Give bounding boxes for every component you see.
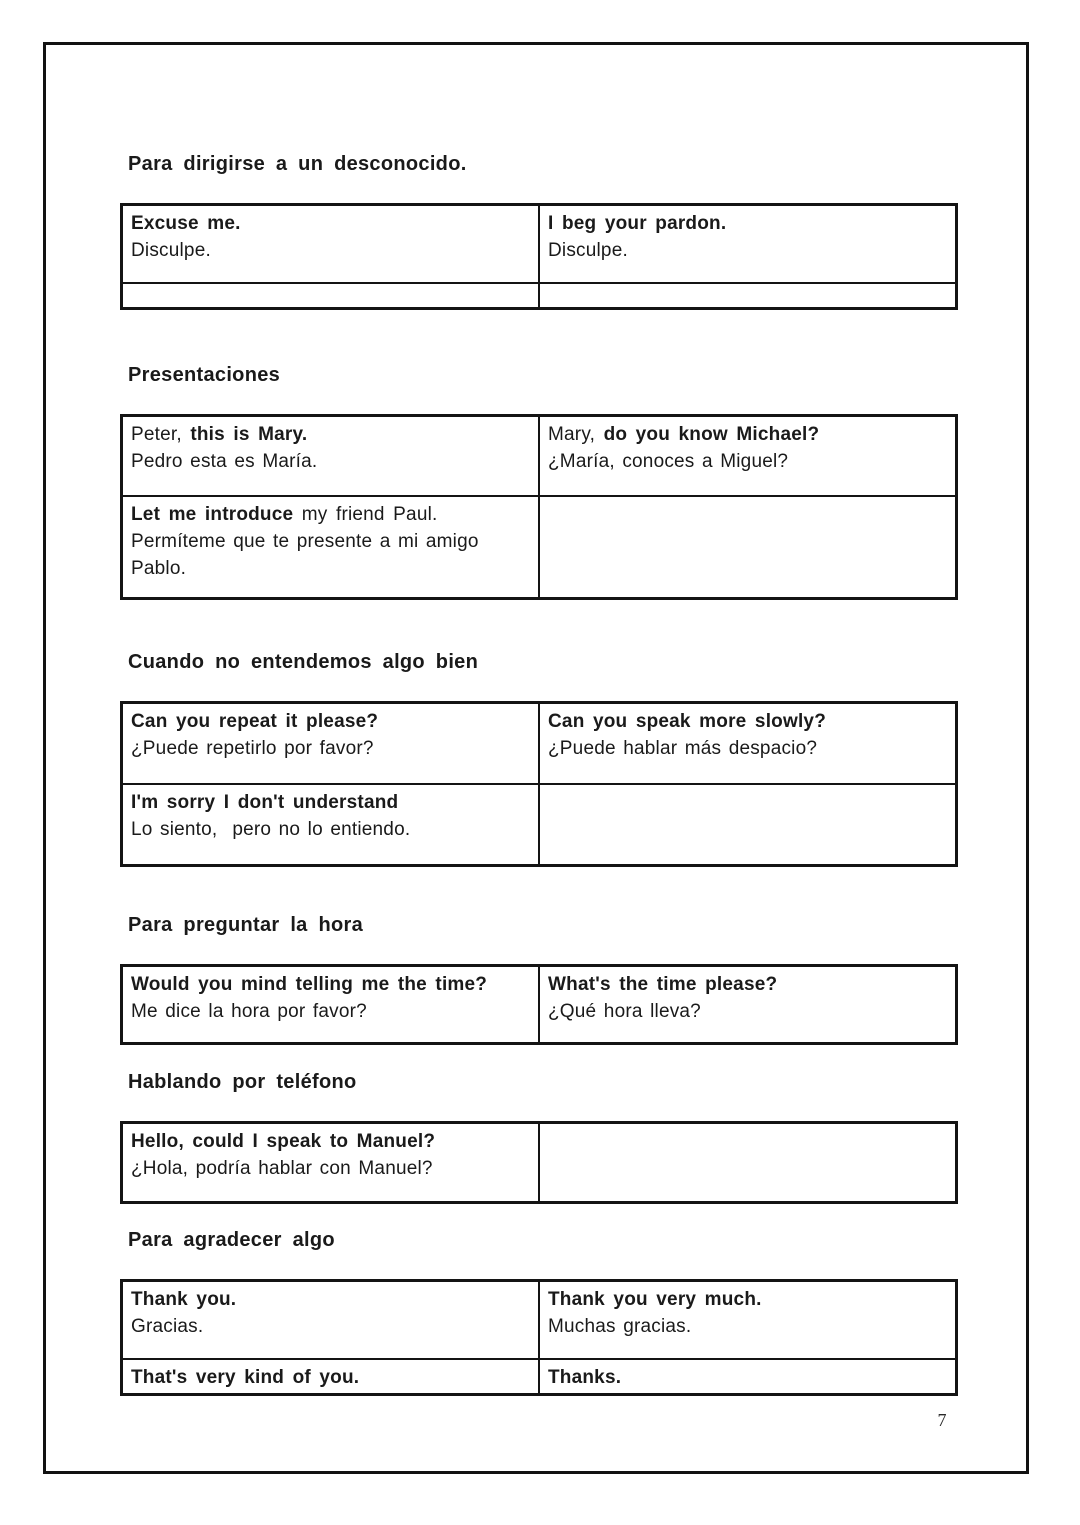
phrase-table: [120, 1279, 958, 1396]
phrase-cell: [122, 784, 540, 866]
section-2: [120, 650, 958, 867]
section-heading: Para agradecer algo: [128, 1229, 335, 1251]
phrase-cell: [122, 205, 540, 283]
phrase-table: [120, 701, 958, 867]
section-0: [120, 152, 958, 310]
phrase-row: [122, 416, 957, 496]
phrase-row: [122, 703, 957, 784]
english-phrase: Excuse me.: [131, 213, 241, 234]
english-phrase: Can you speak more slowly?: [548, 711, 827, 732]
phrase-cell: [539, 496, 957, 599]
spanish-translation: Gracias.: [131, 1316, 204, 1337]
phrase-table: [120, 964, 958, 1045]
phrase-row: [122, 283, 957, 309]
page-number: 7: [937, 1410, 947, 1430]
phrase-cell: [122, 1359, 540, 1395]
phrase-cell: [122, 1281, 540, 1359]
english-phrase: Mary, do you know Michael?: [548, 424, 820, 445]
english-phrase: Thank you.: [131, 1289, 237, 1310]
phrase-row: [122, 1359, 957, 1395]
phrase-cell: [122, 416, 540, 496]
phrase-row: [122, 1123, 957, 1203]
english-phrase: Thanks.: [548, 1366, 622, 1388]
english-phrase: I beg your pardon.: [548, 213, 727, 234]
spanish-translation: ¿Puede hablar más despacio?: [548, 738, 818, 759]
english-phrase: What's the time please?: [548, 974, 778, 995]
phrase-cell: [539, 784, 957, 866]
english-phrase: Thank you very much.: [548, 1289, 762, 1310]
english-phrase: Peter, this is Mary.: [131, 424, 308, 445]
phrase-cell: [122, 1123, 540, 1203]
spanish-translation: Permíteme que te presente a mi amigo Pablo.: [131, 530, 479, 579]
phrase-row: [122, 784, 957, 866]
phrase-row: [122, 966, 957, 1044]
spanish-translation: ¿Qué hora lleva?: [548, 1001, 701, 1022]
section-heading: Presentaciones: [128, 364, 281, 386]
phrase-table: [120, 1121, 958, 1204]
section-4: [120, 1070, 958, 1204]
spanish-translation: Pedro esta es María.: [131, 451, 318, 472]
spanish-translation: Lo siento, pero no lo entiendo.: [131, 818, 411, 840]
english-phrase: Can you repeat it please?: [131, 711, 379, 732]
english-phrase: Would you mind telling me the time?: [131, 974, 488, 995]
phrase-cell: [539, 416, 957, 496]
spanish-translation: ¿Puede repetirlo por favor?: [131, 738, 374, 759]
spanish-translation: Disculpe.: [131, 240, 211, 261]
english-phrase: I'm sorry I don't understand: [131, 791, 399, 813]
phrase-table: [120, 203, 958, 310]
phrase-row: [122, 1281, 957, 1359]
section-5: [120, 1228, 958, 1396]
phrase-cell: [539, 283, 957, 309]
phrase-cell: [122, 966, 540, 1044]
phrase-cell: [122, 496, 540, 599]
phrase-row: [122, 496, 957, 599]
section-1: [120, 363, 958, 600]
spanish-translation: Disculpe.: [548, 240, 628, 261]
english-phrase: Hello, could I speak to Manuel?: [131, 1131, 436, 1152]
phrase-row: [122, 205, 957, 283]
spanish-translation: Me dice la hora por favor?: [131, 1001, 367, 1022]
spanish-translation: ¿María, conoces a Miguel?: [548, 451, 789, 472]
phrase-cell: [122, 703, 540, 784]
spanish-translation: ¿Hola, podría hablar con Manuel?: [131, 1158, 433, 1179]
section-heading: Cuando no entendemos algo bien: [128, 651, 479, 673]
phrase-cell: [539, 205, 957, 283]
phrase-cell: [539, 966, 957, 1044]
phrase-cell: [539, 703, 957, 784]
english-phrase: Let me introduce my friend Paul.: [131, 503, 438, 525]
phrase-cell: [539, 1359, 957, 1395]
phrase-table: [120, 414, 958, 600]
phrase-cell: [539, 1123, 957, 1203]
phrase-cell: [539, 1281, 957, 1359]
section-heading: Para dirigirse a un desconocido.: [128, 153, 467, 175]
section-heading: Para preguntar la hora: [128, 914, 363, 936]
phrase-cell: [122, 283, 540, 309]
english-phrase: That's very kind of you.: [131, 1366, 360, 1388]
section-heading: Hablando por teléfono: [128, 1071, 357, 1093]
section-3: [120, 913, 958, 1045]
spanish-translation: Muchas gracias.: [548, 1316, 692, 1337]
